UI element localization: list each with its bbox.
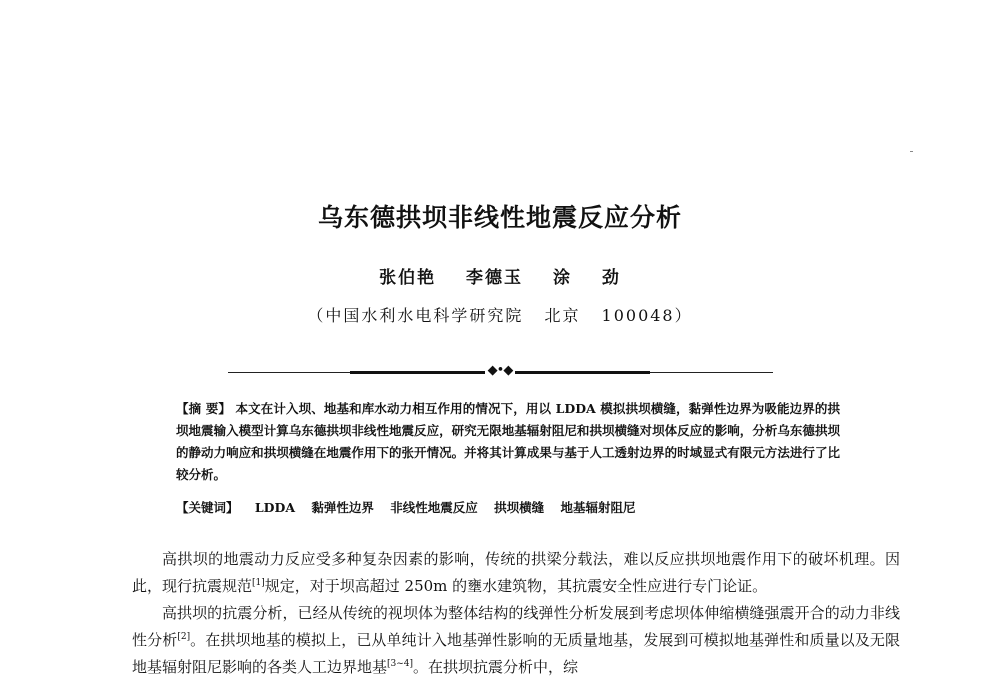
scan-speck <box>910 151 913 152</box>
p1-text-a: 高拱坝的地震动力反应受多种复杂因素的影响，传统的拱梁分载法，难以反应拱坝地震作用下的破坏机理。因此，现行抗震规范 <box>132 550 900 595</box>
p2-text-b: 。在拱坝地基的模拟上，已从单纯计入地基弹性影响的无质量地基，发展到可模拟地基弹性和质量以及无限地基辐射阻尼影响的各类人工边界地基 <box>132 631 900 676</box>
keywords <box>176 497 840 519</box>
citation-3-4: [3~4] <box>387 659 414 669</box>
body-text <box>132 546 900 681</box>
p1-text-b: 规定，对于坝高超过 250m 的壅水建筑物，其抗震安全性应进行专门论证。 <box>264 577 768 595</box>
divider-left-bold <box>350 371 485 374</box>
p2-text-a: 高拱坝的抗震分析，已经从传统的视坝体为整体结构的线弹性分析发展到考虑坝体伸缩横缝强震开合的动力非线性分析 <box>132 604 900 649</box>
divider-ornament: ◆•◆ <box>487 363 513 378</box>
divider-right-bold <box>515 371 650 374</box>
affiliation: （中国水利水电科学研究院 北京 100048） <box>307 306 693 325</box>
citation-2: [2] <box>177 632 191 642</box>
body-paragraph-2 <box>132 600 900 681</box>
abstract-text: 本文在计入坝、地基和库水动力相互作用的情况下，用以 LDDA 模拟拱坝横缝，黏弹性边界为吸能边界的拱坝地震输入模型计算乌东德拱坝非线性地震反应，研究无限地基辐射阻尼和拱坝横缝对坝体反应的影响，分析乌东德拱坝的静动力响应和拱坝横缝在地震作用下的张开情况。并将其计算成果与基于人工透射边界的时域显式有限元方法进行了比较分析。 <box>176 401 840 482</box>
keywords-label: 【关键词】 <box>176 500 239 515</box>
author-list: 张伯艳 李德玉 涂 劲 <box>379 268 621 288</box>
p2-text-c: 。在拱坝抗震分析中，综 <box>413 658 579 676</box>
abstract <box>176 398 840 486</box>
abstract-label: 【摘 要】 <box>176 401 231 416</box>
paper-title: 乌东德拱坝非线性地震反应分析 <box>317 203 682 232</box>
keywords-text: LDDA 黏弹性边界 非线性地震反应 拱坝横缝 地基辐射阻尼 <box>254 500 636 515</box>
citation-1: [1] <box>252 578 265 588</box>
body-paragraph-1 <box>132 546 900 600</box>
